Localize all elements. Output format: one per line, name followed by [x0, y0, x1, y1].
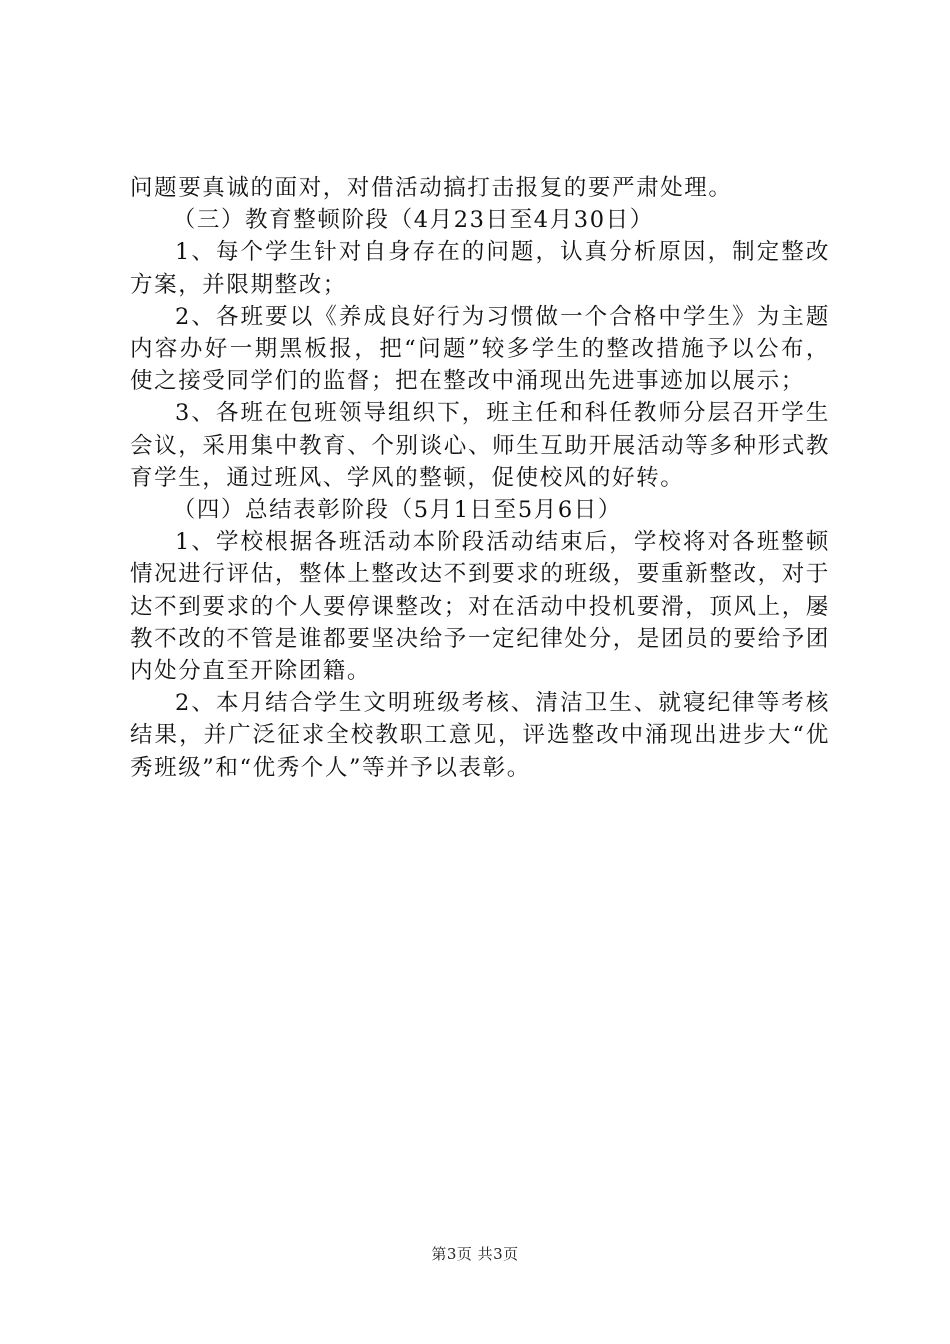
paragraph-item: 1、每个学生针对自身存在的问题，认真分析原因，制定整改方案，并限期整改； [130, 239, 830, 298]
page-footer: 第3页 共3页 [431, 1245, 519, 1263]
paragraph-item: 3、各班在包班领导组织下，班主任和科任教师分层召开学生会议，采用集中教育、个别谈心、师生互助开展活动等多种形式教育学生，通过班风、学风的整顿，促使校风的好转。 [130, 400, 830, 491]
section-heading-4: （四）总结表彰阶段（5月1日至5月6日） [172, 497, 623, 524]
paragraph-item: 2、各班要以《养成良好行为习惯做一个合格中学生》为主题内容办好一期黑板报，把“问题”较多学生的整改措施予以公布，使之接受同学们的监督；把在整改中涌现出先进事迹加以展示； [130, 303, 830, 395]
paragraph-continuation: 问题要真诚的面对，对借活动搞打击报复的要严肃处理。 [130, 175, 733, 201]
paragraph-item: 2、本月结合学生文明班级考核、清洁卫生、就寝纪律等考核结果，并广泛征求全校教职工意见，评选整改中涌现出进步大“优秀班级”和“优秀个人”等并予以表彰。 [130, 690, 830, 781]
paragraph-item: 1、学校根据各班活动本阶段活动结束后，学校将对各班整顿情况进行评估，整体上整改达不到要求的班级，要重新整改，对于达不到要求的个人要停课整改；对在活动中投机要滑，顶风上，屡教不改的不管是谁都要坚决给予一定纪律处分，是团员的要给予团内处分直至开除团籍。 [130, 529, 830, 685]
section-heading-3: （三）教育整顿阶段（4月23日至4月30日） [172, 207, 654, 234]
document-body [130, 172, 830, 784]
